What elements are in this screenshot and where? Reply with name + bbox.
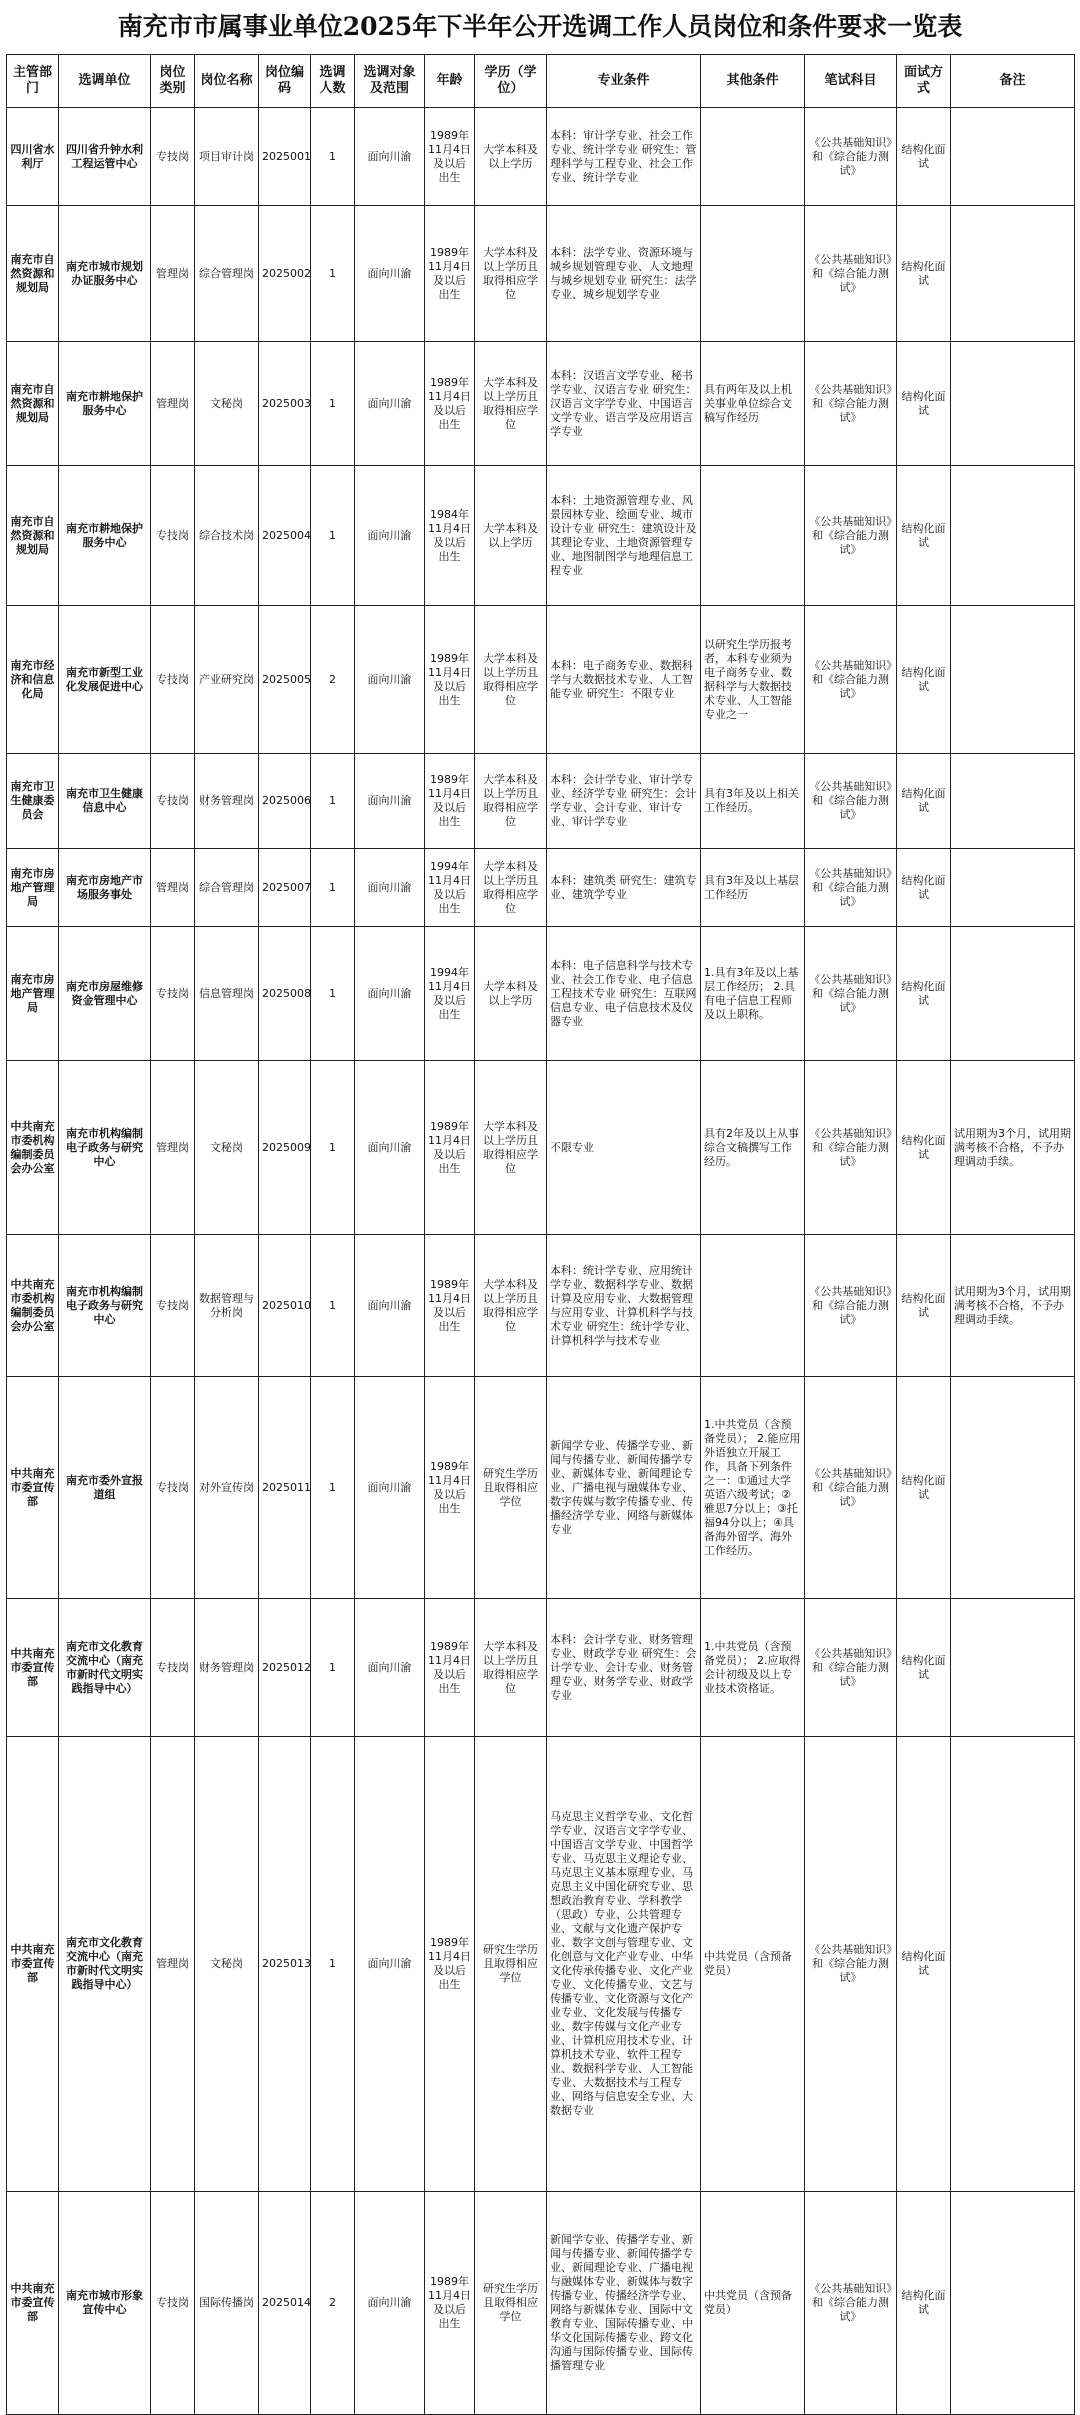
count-cell: 1 [311, 754, 355, 849]
header-cell: 岗位名称 [195, 55, 259, 108]
unit-cell: 南充市房屋维修资金管理中心 [59, 927, 151, 1061]
exam-cell: 《公共基础知识》和《综合能力测试》 [805, 927, 897, 1061]
unit-cell: 南充市房地产市场服务事处 [59, 849, 151, 927]
remark-cell [951, 2192, 1075, 2415]
unit-cell: 南充市文化教育交流中心（南充市新时代文明实践指导中心） [59, 1737, 151, 2192]
positions-table [6, 54, 1075, 2415]
scope-cell: 面向川渝 [355, 1599, 425, 1737]
scope-cell: 面向川渝 [355, 754, 425, 849]
category-cell: 专技岗 [151, 108, 195, 206]
table-body [7, 108, 1075, 2415]
exam-cell: 《公共基础知识》和《综合能力测试》 [805, 466, 897, 606]
unit-cell: 南充市机构编制电子政务与研究中心 [59, 1235, 151, 1377]
category-cell: 管理岗 [151, 1061, 195, 1235]
exam-cell: 《公共基础知识》和《综合能力测试》 [805, 1061, 897, 1235]
post-code-cell: 2025005 [259, 606, 311, 754]
table-row [7, 206, 1075, 342]
major-cell: 本科：电子商务专业、数据科学与大数据技术专业、人工智能专业 研究生：不限专业 [547, 606, 701, 754]
interview-cell: 结构化面试 [897, 1377, 951, 1599]
education-cell: 研究生学历且取得相应学位 [475, 2192, 547, 2415]
count-cell: 1 [311, 466, 355, 606]
table-row [7, 927, 1075, 1061]
table-row [7, 1061, 1075, 1235]
post-code-cell: 2025014 [259, 2192, 311, 2415]
post-code-cell: 2025004 [259, 466, 311, 606]
age-cell: 1994年11月4日及以后出生 [425, 849, 475, 927]
exam-cell: 《公共基础知识》和《综合能力测试》 [805, 2192, 897, 2415]
other-cell [701, 206, 805, 342]
age-cell: 1989年11月4日及以后出生 [425, 1737, 475, 2192]
age-cell: 1989年11月4日及以后出生 [425, 1235, 475, 1377]
exam-cell: 《公共基础知识》和《综合能力测试》 [805, 849, 897, 927]
scope-cell: 面向川渝 [355, 466, 425, 606]
dept-cell: 南充市房地产管理局 [7, 927, 59, 1061]
header-cell: 其他条件 [701, 55, 805, 108]
unit-cell: 南充市机构编制电子政务与研究中心 [59, 1061, 151, 1235]
category-cell: 专技岗 [151, 754, 195, 849]
age-cell: 1984年11月4日及以后出生 [425, 466, 475, 606]
count-cell: 1 [311, 342, 355, 466]
table-row [7, 466, 1075, 606]
unit-cell: 南充市耕地保护服务中心 [59, 342, 151, 466]
other-cell: 具有2年及以上从事综合文稿撰写工作经历。 [701, 1061, 805, 1235]
other-cell: 中共党员（含预备党员） [701, 1737, 805, 2192]
education-cell: 大学本科及以上学历且取得相应学位 [475, 1599, 547, 1737]
education-cell: 大学本科及以上学历 [475, 466, 547, 606]
education-cell: 大学本科及以上学历且取得相应学位 [475, 1061, 547, 1235]
category-cell: 管理岗 [151, 849, 195, 927]
dept-cell: 南充市卫生健康委员会 [7, 754, 59, 849]
major-cell: 新闻学专业、传播学专业、新闻与传播专业、新闻传播学专业、新闻理论专业、广播电视与融媒体专业、新媒体与数字传播专业、传播经济学专业、网络与新媒体专业、国际中文教育专业、国际传播专业、中华文化国际传播专业、跨文化沟通与国际传播专业、国际传播管理专业 [547, 2192, 701, 2415]
unit-cell: 四川省升钟水利工程运管中心 [59, 108, 151, 206]
exam-cell: 《公共基础知识》和《综合能力测试》 [805, 606, 897, 754]
remark-cell [951, 1737, 1075, 2192]
age-cell: 1989年11月4日及以后出生 [425, 1599, 475, 1737]
dept-cell: 四川省水利厅 [7, 108, 59, 206]
other-cell: 中共党员（含预备党员） [701, 2192, 805, 2415]
header-cell: 笔试科目 [805, 55, 897, 108]
major-cell: 本科：会计学专业、审计学专业、经济学专业 研究生：会计学专业、会计专业、审计专业、审计学专业 [547, 754, 701, 849]
major-cell: 本科：电子信息科学与技术专业、社会工作专业、电子信息工程技术专业 研究生：互联网信息专业、电子信息技术及仪器专业 [547, 927, 701, 1061]
education-cell: 大学本科及以上学历 [475, 927, 547, 1061]
table-row [7, 1737, 1075, 2192]
age-cell: 1989年11月4日及以后出生 [425, 2192, 475, 2415]
count-cell: 1 [311, 1377, 355, 1599]
category-cell: 专技岗 [151, 927, 195, 1061]
unit-cell: 南充市文化教育交流中心（南充市新时代文明实践指导中心） [59, 1599, 151, 1737]
dept-cell: 中共南充市委宣传部 [7, 1377, 59, 1599]
count-cell: 1 [311, 1599, 355, 1737]
exam-cell: 《公共基础知识》和《综合能力测试》 [805, 1737, 897, 2192]
post-name-cell: 文秘岗 [195, 342, 259, 466]
post-name-cell: 数据管理与分析岗 [195, 1235, 259, 1377]
age-cell: 1989年11月4日及以后出生 [425, 754, 475, 849]
other-cell: 1.中共党员（含预备党员）； 2.能应用外语独立开展工作，具备下列条件之一：①通过大学英语六级考试；②雅思7分以上；③托福94分以上；④具备海外留学、海外工作经历。 [701, 1377, 805, 1599]
major-cell: 新闻学专业、传播学专业、新闻与传播专业、新闻传播学专业、新媒体专业、新闻理论专业、广播电视与融媒体专业、数字传媒与数字传播专业、传播经济学专业、网络与新媒体专业 [547, 1377, 701, 1599]
category-cell: 专技岗 [151, 1599, 195, 1737]
scope-cell: 面向川渝 [355, 1235, 425, 1377]
other-cell [701, 466, 805, 606]
other-cell: 具有两年及以上机关事业单位综合文稿写作经历 [701, 342, 805, 466]
count-cell: 1 [311, 927, 355, 1061]
post-code-cell: 2025011 [259, 1377, 311, 1599]
header-cell: 备注 [951, 55, 1075, 108]
table-row [7, 1235, 1075, 1377]
count-cell: 1 [311, 849, 355, 927]
dept-cell: 中共南充市委机构编制委员会办公室 [7, 1061, 59, 1235]
unit-cell: 南充市卫生健康信息中心 [59, 754, 151, 849]
interview-cell: 结构化面试 [897, 1599, 951, 1737]
dept-cell: 南充市自然资源和规划局 [7, 342, 59, 466]
education-cell: 大学本科及以上学历且取得相应学位 [475, 606, 547, 754]
other-cell: 1.中共党员（含预备党员）； 2.应取得会计初级及以上专业技术资格证。 [701, 1599, 805, 1737]
interview-cell: 结构化面试 [897, 342, 951, 466]
age-cell: 1989年11月4日及以后出生 [425, 342, 475, 466]
interview-cell: 结构化面试 [897, 206, 951, 342]
remark-cell [951, 1599, 1075, 1737]
table-row [7, 606, 1075, 754]
unit-cell: 南充市新型工业化发展促进中心 [59, 606, 151, 754]
dept-cell: 南充市自然资源和规划局 [7, 466, 59, 606]
table-row [7, 2192, 1075, 2415]
category-cell: 专技岗 [151, 466, 195, 606]
education-cell: 研究生学历且取得相应学位 [475, 1377, 547, 1599]
interview-cell: 结构化面试 [897, 927, 951, 1061]
remark-cell [951, 606, 1075, 754]
category-cell: 专技岗 [151, 1377, 195, 1599]
post-code-cell: 2025009 [259, 1061, 311, 1235]
age-cell: 1989年11月4日及以后出生 [425, 1061, 475, 1235]
major-cell: 本科：汉语言文学专业、秘书学专业、汉语言专业 研究生：汉语言文字学专业、中国语言文学专业、语言学及应用语言学专业 [547, 342, 701, 466]
post-code-cell: 2025007 [259, 849, 311, 927]
dept-cell: 中共南充市委宣传部 [7, 2192, 59, 2415]
exam-cell: 《公共基础知识》和《综合能力测试》 [805, 1235, 897, 1377]
scope-cell: 面向川渝 [355, 606, 425, 754]
count-cell: 1 [311, 108, 355, 206]
post-code-cell: 2025010 [259, 1235, 311, 1377]
header-cell: 选调人数 [311, 55, 355, 108]
header-cell: 面试方式 [897, 55, 951, 108]
scope-cell: 面向川渝 [355, 2192, 425, 2415]
unit-cell: 南充市城市规划办证服务中心 [59, 206, 151, 342]
exam-cell: 《公共基础知识》和《综合能力测试》 [805, 108, 897, 206]
exam-cell: 《公共基础知识》和《综合能力测试》 [805, 1377, 897, 1599]
interview-cell: 结构化面试 [897, 754, 951, 849]
category-cell: 管理岗 [151, 342, 195, 466]
page-title: 南充市市属事业单位2025年下半年公开选调工作人员岗位和条件要求一览表 [117, 12, 963, 41]
education-cell: 大学本科及以上学历且取得相应学位 [475, 342, 547, 466]
major-cell: 马克思主义哲学专业、文化哲学专业、汉语言文字学专业、中国语言文学专业、中国哲学专业、马克思主义理论专业、马克思主义基本原理专业、马克思主义中国化研究专业、思想政治教育专业、学科教学（思政）专业、公共管理专业、文献与文化遗产保护专业、数字文创与管理专业、文化创意与文化产业专业、中华文化传承传播专业、文化产业专业、文化传播专业、文艺与传播专业、文化资源与文化产业专业、文化发展与传播专业、数字传媒与文化产业专业、计算机应用技术专业、计算机技术专业、软件工程专业、数据科学专业、人工智能专业、大数据技术与工程专业、网络与信息安全专业、大数据专业 [547, 1737, 701, 2192]
education-cell: 大学本科及以上学历 [475, 108, 547, 206]
post-name-cell: 文秘岗 [195, 1061, 259, 1235]
interview-cell: 结构化面试 [897, 108, 951, 206]
other-cell: 1.具有3年及以上基层工作经历； 2.具有电子信息工程师及以上职称。 [701, 927, 805, 1061]
scope-cell: 面向川渝 [355, 849, 425, 927]
category-cell: 专技岗 [151, 1235, 195, 1377]
scope-cell: 面向川渝 [355, 206, 425, 342]
post-name-cell: 文秘岗 [195, 1737, 259, 2192]
header-cell: 学历（学位） [475, 55, 547, 108]
post-code-cell: 2025012 [259, 1599, 311, 1737]
major-cell: 本科：法学专业、资源环境与城乡规划管理专业、人文地理与城乡规划专业 研究生：法学专业、城乡规划学专业 [547, 206, 701, 342]
header-cell: 岗位类别 [151, 55, 195, 108]
major-cell: 本科：建筑类 研究生：建筑专业、建筑学专业 [547, 849, 701, 927]
post-name-cell: 综合管理岗 [195, 206, 259, 342]
post-code-cell: 2025006 [259, 754, 311, 849]
dept-cell: 南充市自然资源和规划局 [7, 206, 59, 342]
education-cell: 大学本科及以上学历且取得相应学位 [475, 206, 547, 342]
unit-cell: 南充市委外宣报道组 [59, 1377, 151, 1599]
category-cell: 管理岗 [151, 1737, 195, 2192]
scope-cell: 面向川渝 [355, 1061, 425, 1235]
age-cell: 1989年11月4日及以后出生 [425, 206, 475, 342]
post-name-cell: 国际传播岗 [195, 2192, 259, 2415]
post-name-cell: 信息管理岗 [195, 927, 259, 1061]
interview-cell: 结构化面试 [897, 1061, 951, 1235]
remark-cell [951, 849, 1075, 927]
post-name-cell: 项目审计岗 [195, 108, 259, 206]
scope-cell: 面向川渝 [355, 1737, 425, 2192]
interview-cell: 结构化面试 [897, 606, 951, 754]
count-cell: 1 [311, 1235, 355, 1377]
table-header-row [7, 55, 1075, 108]
age-cell: 1994年11月4日及以后出生 [425, 927, 475, 1061]
count-cell: 2 [311, 2192, 355, 2415]
age-cell: 1989年11月4日及以后出生 [425, 108, 475, 206]
table-row [7, 754, 1075, 849]
major-cell: 本科：审计学专业、社会工作专业、统计学专业 研究生：管理科学与工程专业、社会工作专业、统计学专业 [547, 108, 701, 206]
remark-cell [951, 108, 1075, 206]
other-cell: 具有3年及以上基层工作经历 [701, 849, 805, 927]
remark-cell: 试用期为3个月，试用期满考核不合格，不予办理调动手续。 [951, 1061, 1075, 1235]
header-cell: 专业条件 [547, 55, 701, 108]
exam-cell: 《公共基础知识》和《综合能力测试》 [805, 206, 897, 342]
education-cell: 大学本科及以上学历且取得相应学位 [475, 1235, 547, 1377]
dept-cell: 中共南充市委宣传部 [7, 1599, 59, 1737]
post-name-cell: 综合技术岗 [195, 466, 259, 606]
table-row [7, 342, 1075, 466]
remark-cell [951, 754, 1075, 849]
post-name-cell: 对外宣传岗 [195, 1377, 259, 1599]
category-cell: 管理岗 [151, 206, 195, 342]
scope-cell: 面向川渝 [355, 342, 425, 466]
remark-cell [951, 466, 1075, 606]
post-code-cell: 2025013 [259, 1737, 311, 2192]
count-cell: 1 [311, 206, 355, 342]
age-cell: 1989年11月4日及以后出生 [425, 1377, 475, 1599]
major-cell: 本科：统计学专业、应用统计学专业、数据科学专业、数据计算及应用专业、大数据管理与应用专业、计算机科学与技术专业 研究生：统计学专业、计算机科学与技术专业 [547, 1235, 701, 1377]
remark-cell [951, 1377, 1075, 1599]
interview-cell: 结构化面试 [897, 2192, 951, 2415]
interview-cell: 结构化面试 [897, 466, 951, 606]
major-cell: 不限专业 [547, 1061, 701, 1235]
category-cell: 专技岗 [151, 2192, 195, 2415]
post-name-cell: 财务管理岗 [195, 754, 259, 849]
remark-cell [951, 342, 1075, 466]
dept-cell: 中共南充市委宣传部 [7, 1737, 59, 2192]
interview-cell: 结构化面试 [897, 849, 951, 927]
interview-cell: 结构化面试 [897, 1737, 951, 2192]
exam-cell: 《公共基础知识》和《综合能力测试》 [805, 754, 897, 849]
header-cell: 选调单位 [59, 55, 151, 108]
interview-cell: 结构化面试 [897, 1235, 951, 1377]
header-cell: 选调对象及范围 [355, 55, 425, 108]
dept-cell: 南充市经济和信息化局 [7, 606, 59, 754]
table-row [7, 1599, 1075, 1737]
major-cell: 本科：土地资源管理专业、风景园林专业、绘画专业、城市设计专业 研究生：建筑设计及其理论专业、土地资源管理专业、地图制图学与地理信息工程专业 [547, 466, 701, 606]
age-cell: 1989年11月4日及以后出生 [425, 606, 475, 754]
scope-cell: 面向川渝 [355, 927, 425, 1061]
table-row [7, 108, 1075, 206]
post-code-cell: 2025003 [259, 342, 311, 466]
other-cell: 以研究生学历报考者，本科专业须为电子商务专业、数据科学与大数据技术专业、人工智能专业之一 [701, 606, 805, 754]
education-cell: 大学本科及以上学历且取得相应学位 [475, 849, 547, 927]
table-row [7, 1377, 1075, 1599]
remark-cell: 试用期为3个月，试用期满考核不合格，不予办理调动手续。 [951, 1235, 1075, 1377]
count-cell: 2 [311, 606, 355, 754]
post-code-cell: 2025001 [259, 108, 311, 206]
header-cell: 年龄 [425, 55, 475, 108]
education-cell: 大学本科及以上学历且取得相应学位 [475, 754, 547, 849]
scope-cell: 面向川渝 [355, 1377, 425, 1599]
post-name-cell: 财务管理岗 [195, 1599, 259, 1737]
exam-cell: 《公共基础知识》和《综合能力测试》 [805, 342, 897, 466]
count-cell: 1 [311, 1737, 355, 2192]
post-code-cell: 2025008 [259, 927, 311, 1061]
header-cell: 主管部门 [7, 55, 59, 108]
unit-cell: 南充市城市形象宣传中心 [59, 2192, 151, 2415]
other-cell: 具有3年及以上相关工作经历。 [701, 754, 805, 849]
education-cell: 研究生学历且取得相应学位 [475, 1737, 547, 2192]
category-cell: 专技岗 [151, 606, 195, 754]
dept-cell: 南充市房地产管理局 [7, 849, 59, 927]
table-row [7, 849, 1075, 927]
dept-cell: 中共南充市委机构编制委员会办公室 [7, 1235, 59, 1377]
scope-cell: 面向川渝 [355, 108, 425, 206]
post-code-cell: 2025002 [259, 206, 311, 342]
count-cell: 1 [311, 1061, 355, 1235]
exam-cell: 《公共基础知识》和《综合能力测试》 [805, 1599, 897, 1737]
unit-cell: 南充市耕地保护服务中心 [59, 466, 151, 606]
remark-cell [951, 927, 1075, 1061]
header-cell: 岗位编码 [259, 55, 311, 108]
post-name-cell: 综合管理岗 [195, 849, 259, 927]
other-cell [701, 108, 805, 206]
remark-cell [951, 206, 1075, 342]
post-name-cell: 产业研究岗 [195, 606, 259, 754]
other-cell [701, 1235, 805, 1377]
major-cell: 本科：会计学专业、财务管理专业、财政学专业 研究生：会计学专业、会计专业、财务管理专业、财务学专业、财政学专业 [547, 1599, 701, 1737]
